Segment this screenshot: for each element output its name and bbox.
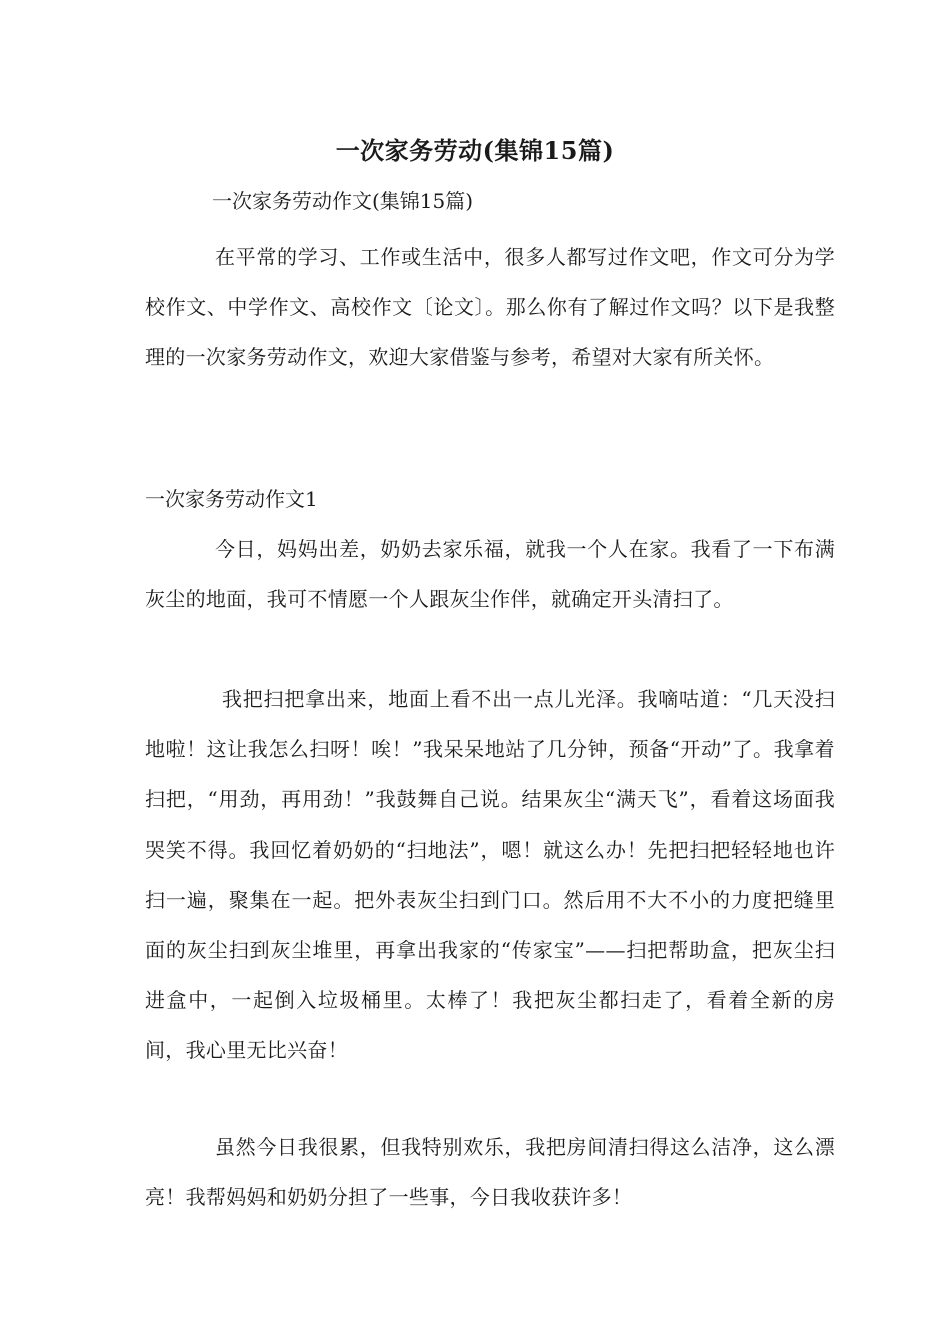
document-subtitle: 一次家务劳动作文(集锦15篇) bbox=[212, 189, 474, 213]
document-title: 一次家务劳动(集锦15篇) bbox=[335, 136, 615, 165]
intro-paragraph: 在平常的学习、工作或生活中，很多人都写过作文吧，作文可分为学校作文、中学作文、高校作文〔论文〕。那么你有了解过作文吗？以下是我整理的一次家务劳动作文，欢迎大家借鉴与参考，希望对大家有所关怀。 bbox=[145, 245, 835, 370]
body-paragraph-3: 虽然今日我很累，但我特别欢乐，我把房间清扫得这么洁净，这么漂亮！我帮妈妈和奶奶分担了一些事，今日我收获许多！ bbox=[145, 1135, 835, 1210]
body-paragraph-1: 今日，妈妈出差，奶奶去家乐福，就我一个人在家。我看了一下布满灰尘的地面，我可不情愿一个人跟灰尘作伴，就确定开头清扫了。 bbox=[145, 537, 835, 612]
body-paragraph-2: 我把扫把拿出来，地面上看不出一点儿光泽。我嘀咕道：“几天没扫地啦！这让我怎么扫呀！唉！”我呆呆地站了几分钟，预备“开动”了。我拿着扫把，“用劲，再用劲！”我鼓舞自己说。结果灰尘“满天飞”，看着这场面我哭笑不得。我回忆着奶奶的“扫地法”，嗯！就这么办！先把扫把轻轻地也许扫一遍，聚集在一起。把外表灰尘扫到门口。然后用不大不小的力度把缝里面的灰尘扫到灰尘堆里，再拿出我家的“传家宝”——扫把帮助盒，把灰尘扫进盒中，一起倒入垃圾桶里。太棒了！我把灰尘都扫走了，看着全新的房间，我心里无比兴奋！ bbox=[145, 687, 835, 1063]
section-heading: 一次家务劳动作文1 bbox=[145, 487, 318, 511]
